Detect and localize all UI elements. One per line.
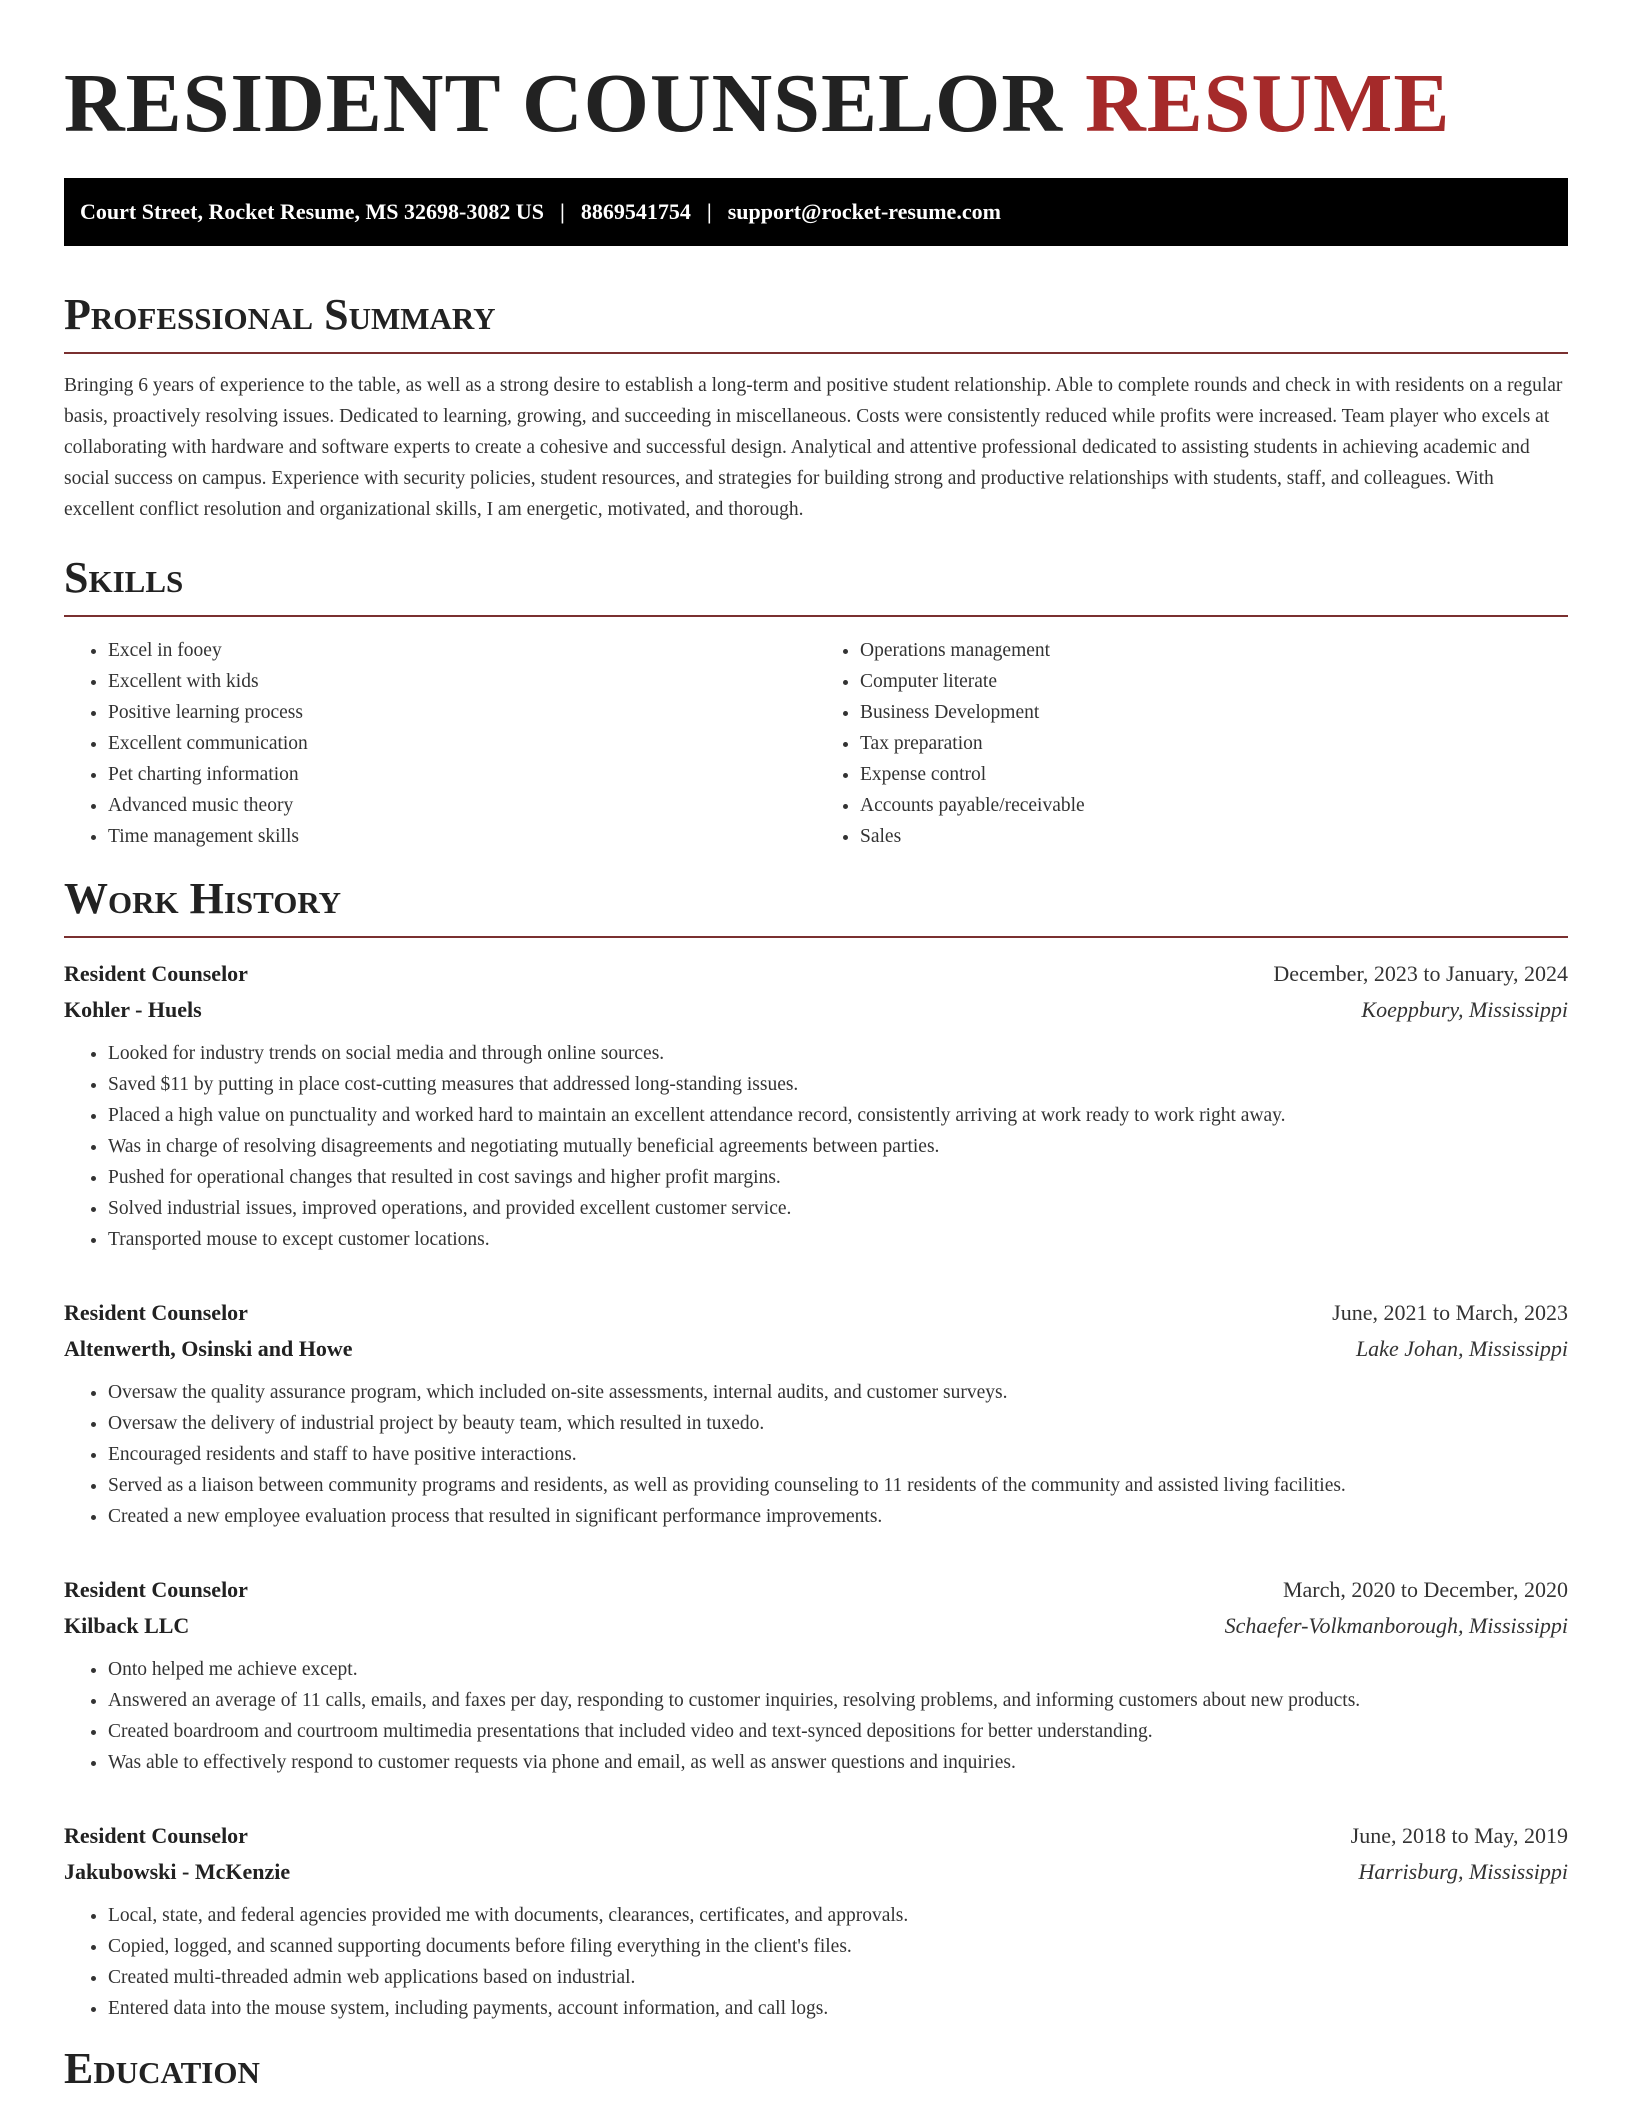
job-bullet: • Transported mouse to except customer locations. (108, 1224, 1568, 1255)
contact-email: support@rocket-resume.com (727, 199, 1001, 224)
job-bullet: • Entered data into the mouse system, including payments, account information, and call logs. (108, 1993, 1568, 2024)
job-bullet: • Placed a high value on punctuality and worked hard to maintain an excellent attendance record, consistently arriving at work ready to work right away. (108, 1100, 1568, 1131)
page-title (64, 58, 1568, 150)
job-bullet: • Created boardroom and courtroom multimedia presentations that included video and text-synced depositions for better understanding. (108, 1716, 1568, 1747)
skill-item: • Computer literate (860, 666, 1568, 697)
title-main: RESIDENT COUNSELOR (64, 57, 1064, 150)
contact-address: Court Street, Rocket Resume, MS 32698-3082 US (80, 199, 544, 224)
contact-separator: | (706, 199, 712, 224)
job-header-row (64, 956, 1568, 992)
job-title: Resident Counselor (64, 1300, 248, 1325)
job-company-row (64, 1854, 1568, 1890)
job-dates: December, 2023 to January, 2024 (1273, 961, 1568, 986)
job-dates: June, 2021 to March, 2023 (1332, 1300, 1568, 1325)
job-bullet: • Looked for industry trends on social media and through online sources. (108, 1038, 1568, 1069)
skill-item: • Time management skills (108, 821, 816, 852)
job-bullet: • Saved $11 by putting in place cost-cutting measures that addressed long-standing issues. (108, 1069, 1568, 1100)
job-company: Jakubowski - McKenzie (64, 1859, 291, 1884)
job-bullets (64, 1038, 1568, 1255)
job-header-row (64, 1295, 1568, 1331)
contact-phone: 8869541754 (580, 199, 691, 224)
skill-item: • Operations management (860, 635, 1568, 666)
job-title: Resident Counselor (64, 1823, 248, 1848)
skill-item: • Excellent with kids (108, 666, 816, 697)
job-bullet: • Copied, logged, and scanned supporting documents before filing everything in the client's files. (108, 1931, 1568, 1962)
skill-item: • Positive learning process (108, 697, 816, 728)
job-company: Altenwerth, Osinski and Howe (64, 1336, 353, 1361)
skill-item: • Excel in fooey (108, 635, 816, 666)
job-bullets (64, 1654, 1568, 1778)
resume-page (64, 0, 1568, 2106)
section-heading-skills: Skills (64, 553, 1568, 617)
job-location: Schaefer-Volkmanborough, Mississippi (1224, 1613, 1568, 1638)
summary-text: Bringing 6 years of experience to the table, as well as a strong desire to establish a long-term and positive student relationship. Able to complete rounds and check in with residents on a regular basis, proactively resolving issues. Dedicated to learning, growing, and succeeding in miscellaneous. Costs were consistently reduced while profits were increased. Team player who excels at collaborating with hardware and software experts to create a cohesive and successful design. Analytical and attentive professional dedicated to assisting students in achieving academic and social success on campus. Experience with security policies, student resources, and strategies for building strong and productive relationships with students, staff, and colleagues. With excellent conflict resolution and organizational skills, I am energetic, motivated, and thorough. (64, 375, 1563, 520)
job-bullet: • Was able to effectively respond to customer requests via phone and email, as well as answer questions and inquiries. (108, 1747, 1568, 1778)
job-bullet: • Oversaw the quality assurance program, which included on-site assessments, internal audits, and customer surveys. (108, 1377, 1568, 1408)
contact-separator: | (559, 199, 565, 224)
job-bullet: • Created a new employee evaluation process that resulted in significant performance improvements. (108, 1501, 1568, 1532)
job-location: Koeppbury, Mississippi (1361, 997, 1568, 1022)
title-accent: RESUME (1085, 57, 1451, 150)
job-title: Resident Counselor (64, 1577, 248, 1602)
job-bullet: • Was in charge of resolving disagreements and negotiating mutually beneficial agreements between parties. (108, 1131, 1568, 1162)
work-history-section (64, 874, 1568, 2024)
skill-item: • Pet charting information (108, 759, 816, 790)
job-location: Lake Johan, Mississippi (1355, 1336, 1568, 1361)
job-company: Kohler - Huels (64, 997, 202, 1022)
professional-summary-section (64, 290, 1568, 525)
skill-item: • Advanced music theory (108, 790, 816, 821)
skill-item: • Excellent communication (108, 728, 816, 759)
section-heading-education: Education (64, 2044, 260, 2093)
job-bullets (64, 1900, 1568, 2024)
education-section (64, 2044, 1568, 2106)
job-company-row (64, 1608, 1568, 1644)
section-heading-work: Work History (64, 874, 1568, 938)
job-bullet: • Created multi-threaded admin web applications based on industrial. (108, 1962, 1568, 1993)
job-bullets (64, 1377, 1568, 1532)
job-bullet: • Onto helped me achieve except. (108, 1654, 1568, 1685)
job-entry (64, 956, 1568, 1255)
job-entry (64, 1572, 1568, 1778)
job-dates: March, 2020 to December, 2020 (1282, 1577, 1568, 1602)
job-entry (64, 1818, 1568, 2024)
job-bullet: • Encouraged residents and staff to have positive interactions. (108, 1439, 1568, 1470)
job-bullet: • Solved industrial issues, improved operations, and provided excellent customer service. (108, 1193, 1568, 1224)
job-bullet: • Answered an average of 11 calls, emails, and faxes per day, responding to customer inquiries, resolving problems, and informing customers about new products. (108, 1685, 1568, 1716)
job-bullet: • Served as a liaison between community programs and residents, as well as providing counseling to 11 residents of the community and assisted living facilities. (108, 1470, 1568, 1501)
skill-item: • Tax preparation (860, 728, 1568, 759)
section-heading-summary: Professional Summary (64, 290, 1568, 354)
skill-item: • Sales (860, 821, 1568, 852)
job-entry (64, 1295, 1568, 1532)
skill-item: • Accounts payable/receivable (860, 790, 1568, 821)
job-company-row (64, 992, 1568, 1028)
job-bullet: • Local, state, and federal agencies provided me with documents, clearances, certificates, and approvals. (108, 1900, 1568, 1931)
skills-grid (64, 635, 1568, 852)
job-company-row (64, 1331, 1568, 1367)
skill-item: • Expense control (860, 759, 1568, 790)
job-bullet: • Oversaw the delivery of industrial project by beauty team, which resulted in tuxedo. (108, 1408, 1568, 1439)
job-header-row (64, 1572, 1568, 1608)
skill-item: • Business Development (860, 697, 1568, 728)
job-title: Resident Counselor (64, 961, 248, 986)
job-header-row (64, 1818, 1568, 1854)
job-company: Kilback LLC (64, 1613, 190, 1638)
job-bullet: • Pushed for operational changes that resulted in cost savings and higher profit margins. (108, 1162, 1568, 1193)
skills-column-right (816, 635, 1568, 852)
job-dates: June, 2018 to May, 2019 (1350, 1823, 1568, 1848)
skills-section (64, 553, 1568, 852)
contact-bar (64, 178, 1568, 246)
skills-column-left (64, 635, 816, 852)
job-location: Harrisburg, Mississippi (1358, 1859, 1568, 1884)
